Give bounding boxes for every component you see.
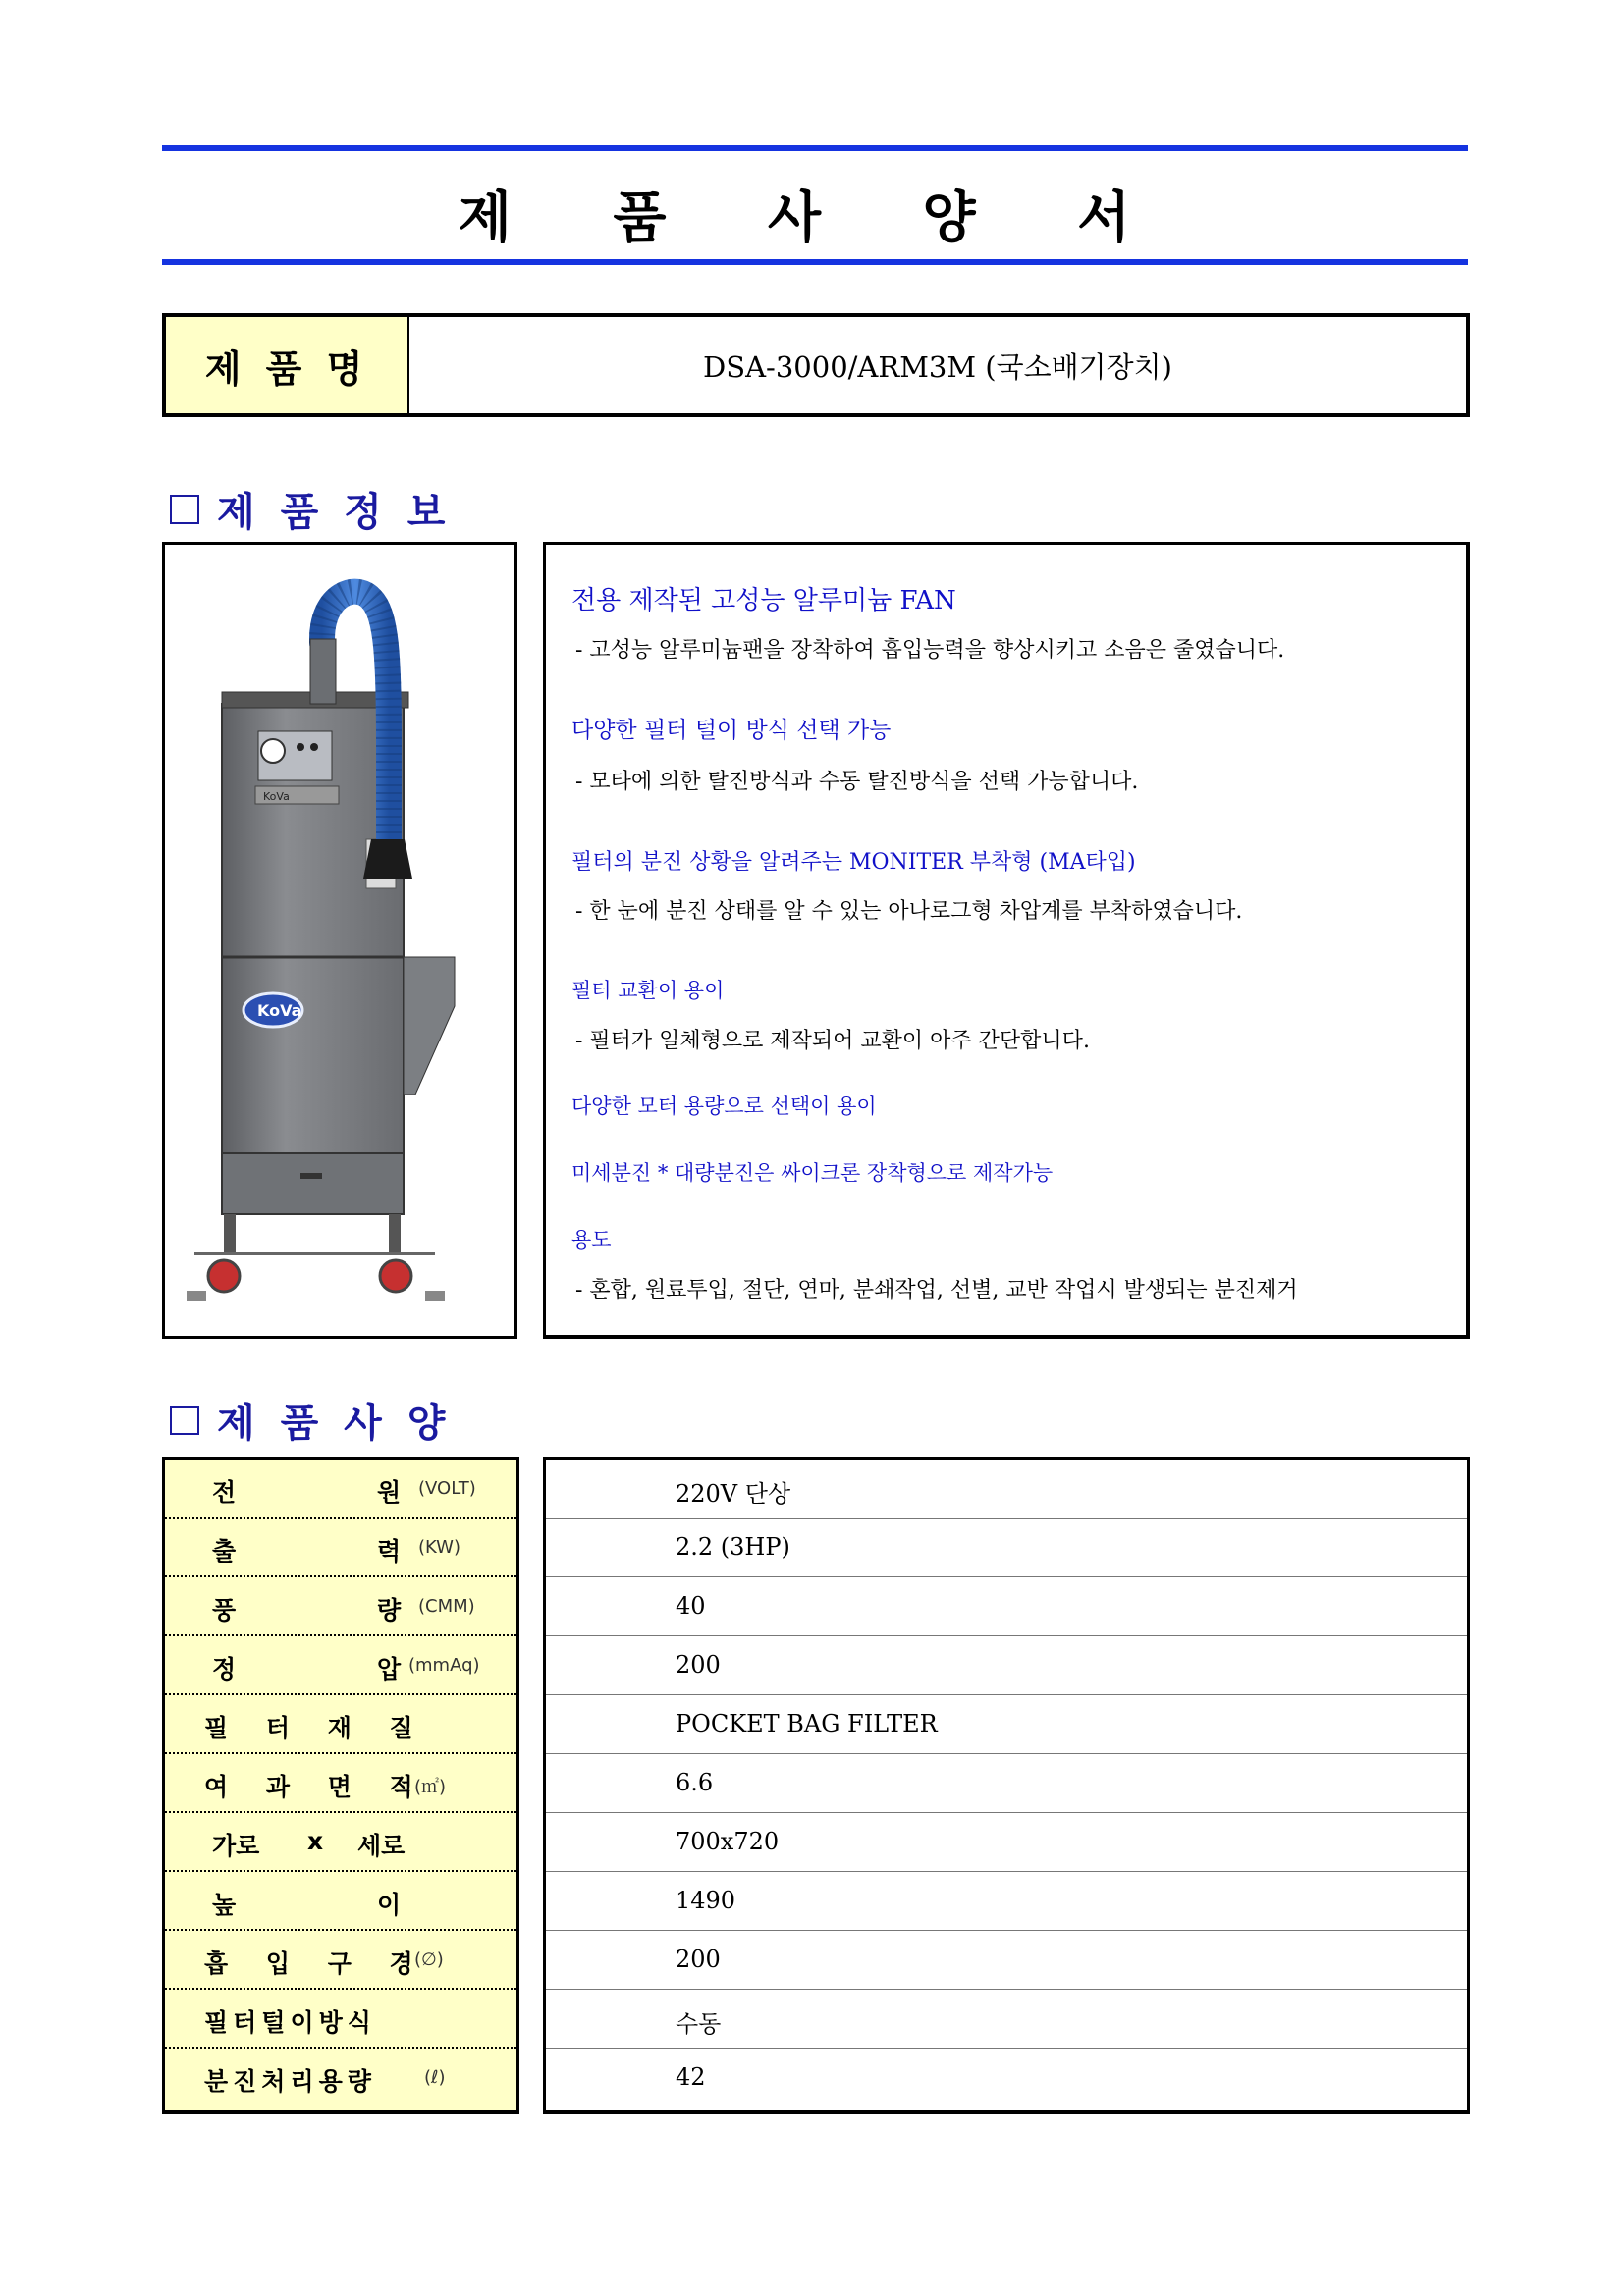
feature-desc-filter-shaking: - 모타에 의한 탈진방식과 수동 탈진방식을 선택 가능합니다. <box>575 770 1139 794</box>
feature-title-motor: 다양한 모터 용량으로 선택이 용이 <box>571 1095 877 1118</box>
spec-value-inlet-diameter: 200 <box>676 1946 721 1973</box>
feature-title-usage: 용도 <box>571 1228 612 1252</box>
feature-desc-filter-exchange: - 필터가 일체형으로 제작되어 교환이 아주 간단합니다. <box>575 1029 1090 1053</box>
spec-value-row <box>546 1695 1467 1754</box>
spec-label-row: 분진처리용량 (ℓ) <box>204 2067 446 2096</box>
feature-title-fan: 전용 제작된 고성능 알루미늄 FAN <box>571 586 956 615</box>
feature-title-filter-exchange: 필터 교환이 용이 <box>571 979 725 1002</box>
checkbox-icon <box>170 1406 199 1435</box>
spec-section-heading: 제 품 사 양 <box>170 1392 451 1448</box>
spec-label-row: 전 원 (VOLT) <box>165 1460 516 1519</box>
spec-value-row <box>546 1990 1467 2049</box>
spec-value-filter-area: 6.6 <box>676 1769 714 1796</box>
checkbox-icon <box>170 495 199 524</box>
spec-value-row <box>546 1813 1467 1872</box>
spec-value-row <box>546 1636 1467 1695</box>
spec-label-row: 가로 x 세로 <box>165 1813 516 1872</box>
product-photo <box>162 542 517 1339</box>
title-rule <box>162 259 1468 265</box>
spec-label-row: 여 과 면 적 (㎡) <box>165 1754 516 1813</box>
spec-label-row: 출 력 (KW) <box>165 1519 516 1577</box>
spec-label-row: 흡 입 구 경 (∅) <box>165 1931 516 1990</box>
feature-desc-fan: - 고성능 알루미늄팬을 장착하여 흡입능력을 향상시키고 소음은 줄였습니다. <box>575 638 1285 663</box>
spec-value-row <box>546 1931 1467 1990</box>
spec-value-row <box>546 1872 1467 1931</box>
spec-value-column <box>543 1457 1470 2114</box>
spec-value-row <box>546 1460 1467 1519</box>
spec-value-row <box>546 1754 1467 1813</box>
spec-value-output: 2.2 (3HP) <box>676 1533 790 1561</box>
top-rule <box>162 145 1468 151</box>
feature-title-filter-shaking: 다양한 필터 털이 방식 선택 가능 <box>571 718 892 743</box>
spec-label-row: 필터털이방식 <box>165 1990 516 2049</box>
spec-label-row: 풍 량 (CMM) <box>165 1577 516 1636</box>
spec-label-row: 정 압 (mmAq) <box>165 1636 516 1695</box>
spec-value-voltage: 220V 단상 <box>676 1480 791 1508</box>
feature-title-moniter: 필터의 분진 상황을 알려주는 MONITER 부착형 (MA타입) <box>571 850 1136 875</box>
spec-value-filter-material: POCKET BAG FILTER <box>676 1710 938 1737</box>
product-name-value: DSA-3000/ARM3M (국소배기장치) <box>703 349 1172 384</box>
feature-desc-usage: - 혼합, 원료투입, 절단, 연마, 분쇄작업, 선별, 교반 작업시 발생되는 분진제거 <box>575 1278 1298 1303</box>
spec-value-static-pressure: 200 <box>676 1651 721 1679</box>
product-name-box <box>162 313 1470 417</box>
spec-value-height: 1490 <box>676 1887 736 1914</box>
spec-label-row: 필 터 재 질 <box>165 1695 516 1754</box>
brand-logo-text: KoVa <box>257 1001 302 1020</box>
spec-value-row <box>546 2049 1467 2108</box>
spec-value-row <box>546 1577 1467 1636</box>
info-section-heading: 제 품 정 보 <box>170 481 451 537</box>
spec-value-dust-capacity: 42 <box>676 2063 706 2091</box>
spec-label-row: 높 이 <box>165 1872 516 1931</box>
spec-value-row <box>546 1519 1467 1577</box>
feature-title-cyclone: 미세분진 * 대량분진은 싸이크론 장착형으로 제작가능 <box>571 1161 1054 1185</box>
product-name-label: 제 품 명 <box>166 317 409 413</box>
spec-value-airflow: 40 <box>676 1592 706 1620</box>
page-title: 제 품 사 양 서 <box>458 187 1172 250</box>
spec-value-shaking-method: 수동 <box>676 2010 722 2038</box>
product-info-panel <box>543 542 1470 1339</box>
spec-value-dimensions: 700x720 <box>676 1828 780 1855</box>
panel-brand-text: KoVa <box>263 790 290 803</box>
spec-label-column <box>162 1457 519 2114</box>
feature-desc-moniter: - 한 눈에 분진 상태를 알 수 있는 아나로그형 차압계를 부착하였습니다. <box>575 899 1243 924</box>
dust-collector-image <box>165 545 514 1336</box>
